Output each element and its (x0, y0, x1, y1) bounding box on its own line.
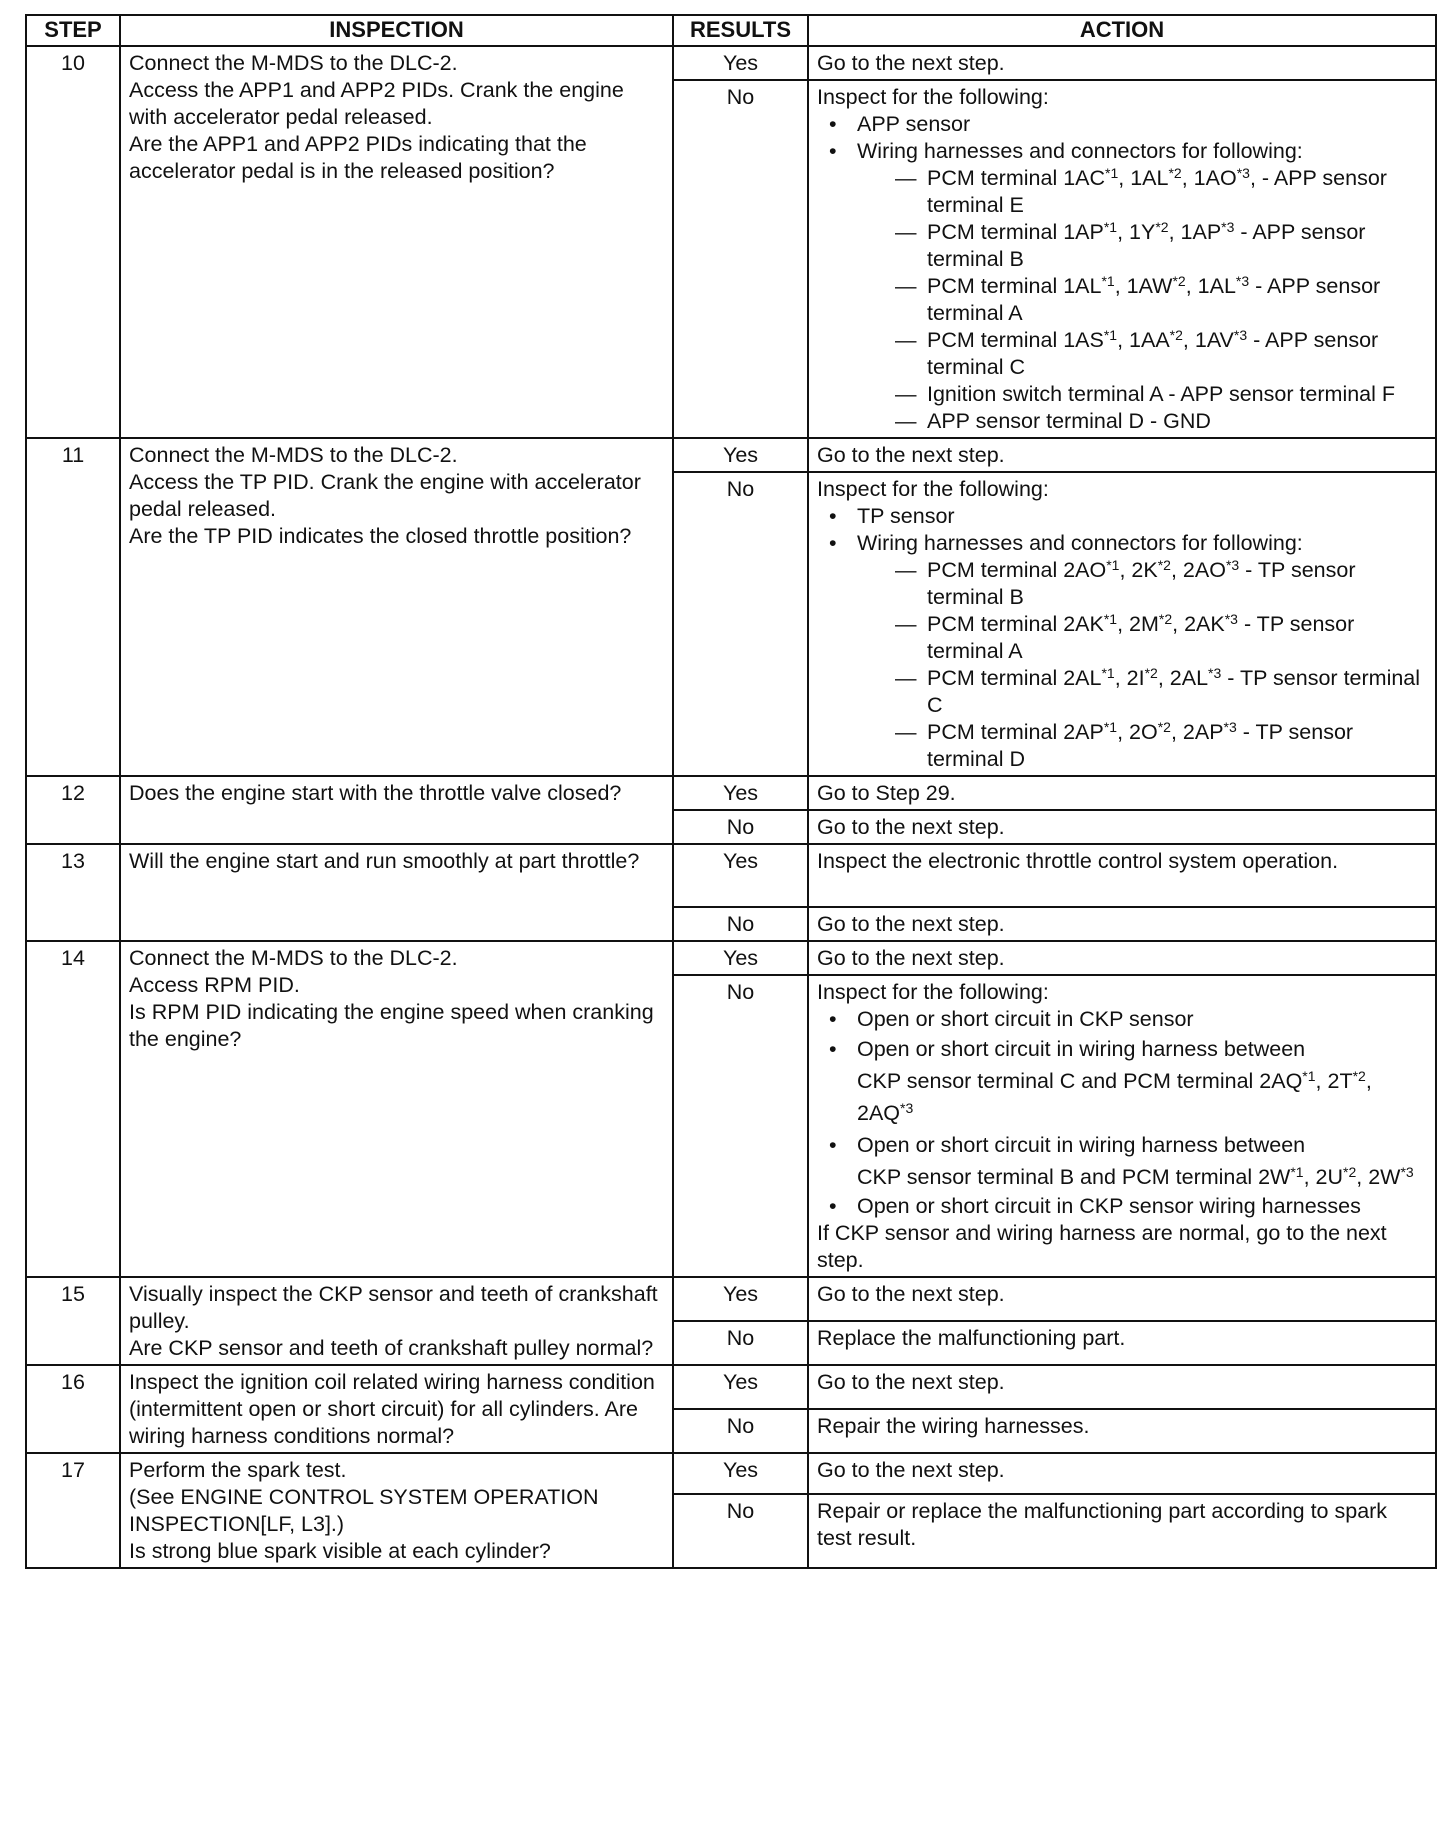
result-yes: Yes (673, 1453, 808, 1494)
result-no: No (673, 80, 808, 438)
dash-list (857, 557, 1427, 773)
header-action: ACTION (808, 15, 1436, 46)
action-intro: Inspect for the following: (817, 85, 1049, 109)
bullet-item: • Open or short circuit in wiring harness between CKP sensor terminal C and PCM terminal 2AQ$^{*1}$, $2T^{*2}$, 2AQ$^{*3}$ (817, 1033, 1427, 1129)
dash-item: — PCM terminal 2AL$^{*1}$, $2I^{*2}$, 2AL$^{*3}$ - TP sensor terminal C (857, 665, 1427, 719)
inspection-line: Connect the M-MDS to the DLC-2. (129, 946, 458, 970)
step-number: 13 (26, 844, 120, 941)
action-text: Go to the next step. (808, 46, 1436, 80)
inspection-line: Perform the spark test. (129, 1458, 347, 1482)
result-no: No (673, 975, 808, 1277)
inspection-line: (See ENGINE CONTROL SYSTEM OPERATION INSPECTION[LF, L3].) (129, 1485, 599, 1536)
dash-item: — PCM terminal 1AP$^{*1}$, $1Y^{*2}$, 1AP$^{*3}$ - APP sensor terminal B (857, 219, 1427, 273)
header-step: STEP (26, 15, 120, 46)
dash-item: — PCM terminal 1AC$^{*1}$, 1AL$^{*2}$, 1AO$^{*3}$, - APP sensor terminal E (857, 165, 1427, 219)
inspection-line: Connect the M-MDS to the DLC-2. (129, 51, 458, 75)
bullet-item (817, 530, 1427, 773)
bullet-text: Wiring harnesses and connectors for following: (857, 531, 1303, 555)
action-text: Go to the next step. (808, 1453, 1436, 1494)
action-text: Go to Step 29. (808, 776, 1436, 810)
step-10-inspection (120, 46, 673, 438)
step-number: 11 (26, 438, 120, 776)
inspection-line: Visually inspect the CKP sensor and teeth of crankshaft pulley. (129, 1282, 658, 1333)
header-inspection: INSPECTION (120, 15, 673, 46)
step-10-yes-row (26, 46, 1436, 80)
step-13-yes-row (26, 844, 1436, 907)
header-row (26, 15, 1436, 46)
bullet-item: • TP sensor (817, 503, 1427, 530)
bullet-list (817, 1006, 1427, 1220)
action-intro: Inspect for the following: (817, 980, 1049, 1004)
result-no: No (673, 472, 808, 776)
action-text: Inspect the electronic throttle control system operation. (808, 844, 1436, 907)
dash-list (857, 165, 1427, 435)
step-number: 12 (26, 776, 120, 844)
action-text: Go to the next step. (808, 941, 1436, 975)
header-results: RESULTS (673, 15, 808, 46)
result-yes: Yes (673, 941, 808, 975)
dash-item: — Ignition switch terminal A - APP sensor terminal F (857, 381, 1427, 408)
dash-item: — PCM terminal 1AS$^{*1}$, 1AA$^{*2}$, 1AV$^{*3}$ - APP sensor terminal C (857, 327, 1427, 381)
result-yes: Yes (673, 1365, 808, 1409)
bullet-list (817, 503, 1427, 773)
action-text: Go to the next step. (808, 907, 1436, 941)
dash-item: — PCM terminal 2AK$^{*1}$, $2M^{*2}$, 2AK$^{*3}$ - TP sensor terminal A (857, 611, 1427, 665)
result-no: No (673, 1321, 808, 1365)
action-text: Go to the next step. (808, 1277, 1436, 1321)
result-yes: Yes (673, 438, 808, 472)
inspection-line: Access RPM PID. (129, 973, 300, 997)
step-14-no-action (808, 975, 1436, 1277)
step-12-yes-row (26, 776, 1436, 810)
result-yes: Yes (673, 776, 808, 810)
inspection-line: Are the APP1 and APP2 PIDs indicating that the accelerator pedal is in the released position? (129, 132, 587, 183)
step-16-yes-row (26, 1365, 1436, 1409)
step-number: 16 (26, 1365, 120, 1453)
action-text: Go to the next step. (808, 810, 1436, 844)
action-text: Repair or replace the malfunctioning part according to spark test result. (808, 1494, 1436, 1568)
step-12-inspection: Does the engine start with the throttle valve closed? (120, 776, 673, 844)
result-yes: Yes (673, 1277, 808, 1321)
action-text: Go to the next step. (808, 1365, 1436, 1409)
result-yes: Yes (673, 844, 808, 907)
step-number: 15 (26, 1277, 120, 1365)
step-13-inspection: Will the engine start and run smoothly at part throttle? (120, 844, 673, 941)
step-11-no-action (808, 472, 1436, 776)
result-no: No (673, 1494, 808, 1568)
step-16-inspection: Inspect the ignition coil related wiring harness condition (intermittent open or short circuit) for all cylinders. Are wiring harness conditions normal? (120, 1365, 673, 1453)
inspection-line: Is RPM PID indicating the engine speed when cranking the engine? (129, 1000, 654, 1051)
bullet-item: • Open or short circuit in CKP sensor wiring harnesses (817, 1193, 1427, 1220)
action-tail: If CKP sensor and wiring harness are normal, go to the next step. (817, 1221, 1387, 1272)
step-11-yes-row (26, 438, 1436, 472)
inspection-line: Is strong blue spark visible at each cylinder? (129, 1539, 551, 1563)
dash-item: — PCM terminal 2AP$^{*1}$, $2O^{*2}$, 2AP$^{*3}$ - TP sensor terminal D (857, 719, 1427, 773)
result-no: No (673, 1409, 808, 1453)
inspection-line: Are the TP PID indicates the closed throttle position? (129, 524, 632, 548)
action-intro: Inspect for the following: (817, 477, 1049, 501)
bullet-item: • Open or short circuit in wiring harness between CKP sensor terminal B and PCM terminal $2W^{*1}$, $2U^{*2}$, $2W^{*3}$ (817, 1129, 1427, 1193)
dash-item: — PCM terminal 2AO$^{*1}$, $2K^{*2}$, 2AO$^{*3}$ - TP sensor terminal B (857, 557, 1427, 611)
action-text: Go to the next step. (808, 438, 1436, 472)
bullet-item: • Open or short circuit in CKP sensor (817, 1006, 1427, 1033)
step-15-yes-row (26, 1277, 1436, 1321)
inspection-line: Connect the M-MDS to the DLC-2. (129, 443, 458, 467)
dash-item: — APP sensor terminal D - GND (857, 408, 1427, 435)
bullet-text: Wiring harnesses and connectors for following: (857, 139, 1303, 163)
step-10-no-action (808, 80, 1436, 438)
step-14-inspection (120, 941, 673, 1277)
inspection-line: Are CKP sensor and teeth of crankshaft pulley normal? (129, 1336, 654, 1360)
result-yes: Yes (673, 46, 808, 80)
bullet-item (817, 138, 1427, 435)
bullet-item: • APP sensor (817, 111, 1427, 138)
inspection-line: Access the TP PID. Crank the engine with accelerator pedal released. (129, 470, 641, 521)
step-11-inspection (120, 438, 673, 776)
step-17-yes-row (26, 1453, 1436, 1494)
action-text: Replace the malfunctioning part. (808, 1321, 1436, 1365)
step-number: 14 (26, 941, 120, 1277)
action-text: Repair the wiring harnesses. (808, 1409, 1436, 1453)
dash-item: — PCM terminal 1AL$^{*1}$, 1AW$^{*2}$, 1AL$^{*3}$ - APP sensor terminal A (857, 273, 1427, 327)
step-number: 10 (26, 46, 120, 438)
step-17-inspection (120, 1453, 673, 1568)
step-number: 17 (26, 1453, 120, 1568)
step-15-inspection (120, 1277, 673, 1365)
result-no: No (673, 810, 808, 844)
bullet-list (817, 111, 1427, 435)
step-14-yes-row (26, 941, 1436, 975)
diagnostic-table (25, 14, 1437, 1569)
result-no: No (673, 907, 808, 941)
inspection-line: Access the APP1 and APP2 PIDs. Crank the engine with accelerator pedal released. (129, 78, 624, 129)
